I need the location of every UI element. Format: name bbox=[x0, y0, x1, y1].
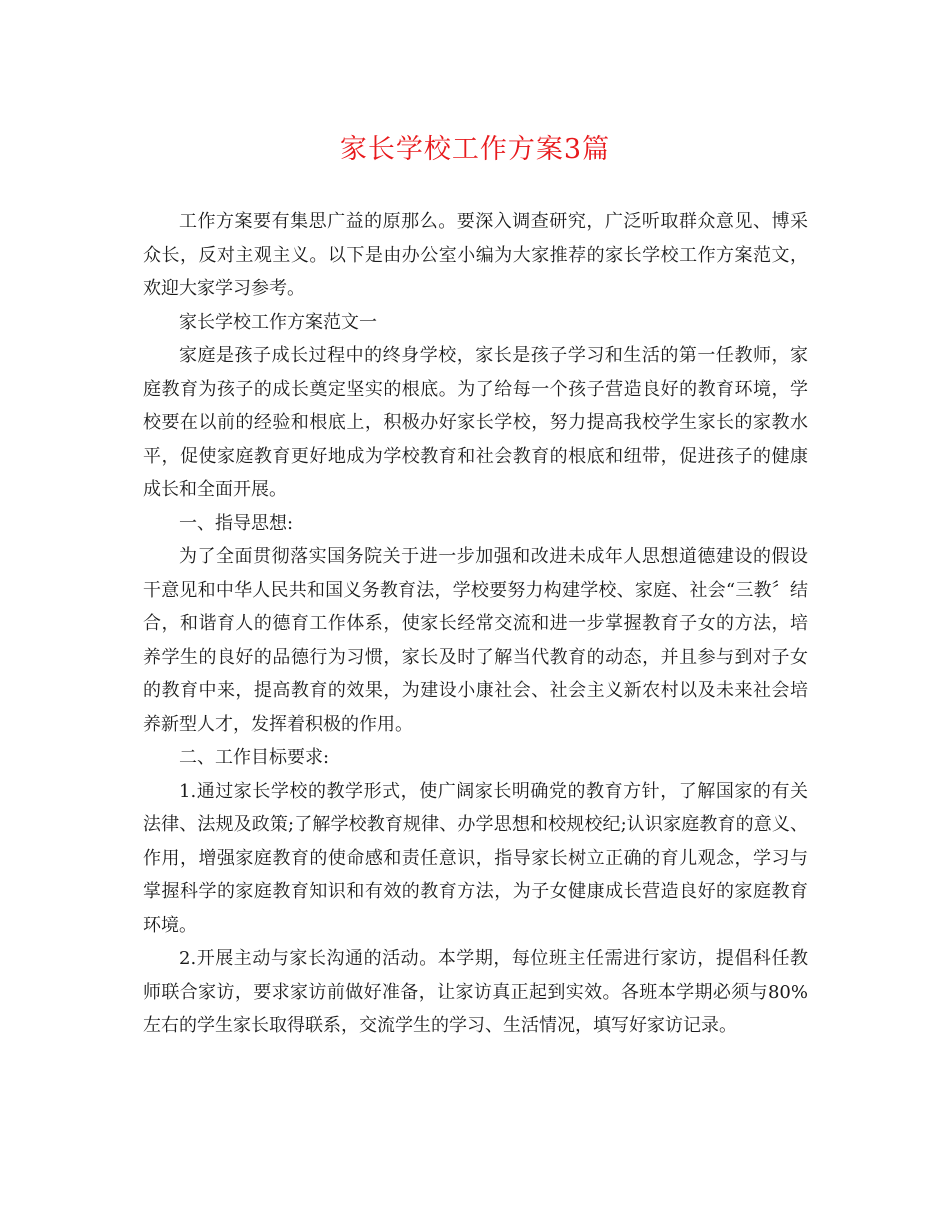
document-title: 家长学校工作方案3篇 bbox=[339, 134, 611, 165]
section-heading-work-goals: 二、工作目标要求: bbox=[179, 747, 330, 768]
body-paragraph: 为了全面贯彻落实国务院关于进一步加强和改进未成年人思想道德建设的假设干意见和中华人民共和国义务教育法，学校要努力构建学校、家庭、社会“三教〞结合，和谐育人的德育工作体系，使家长经常交流和进一步掌握教育子女的方法，培养学生的良好的品德行为习惯，家长及时了解当代教育的动态，并且参与到对子女的教育中来，提高教育的效果，为建设小康社会、社会主义新农村以及未来社会培养新型人才，发挥着积极的作用。 bbox=[143, 546, 808, 735]
document-body bbox=[143, 205, 808, 1043]
intro-paragraph: 工作方案要有集思广益的原那么。要深入调查研究，广泛听取群众意见、博采众长，反对主观主义。以下是由办公室小编为大家推荐的家长学校工作方案范文，欢迎大家学习参考。 bbox=[143, 211, 808, 299]
body-paragraph: 家庭是孩子成长过程中的终身学校，家长是孩子学习和生活的第一任教师，家庭教育为孩子的成长奠定坚实的根底。为了给每一个孩子营造良好的教育环境，学校要在以前的经验和根底上，积极办好家长学校，努力提高我校学生家长的家教水平，促使家庭教育更好地成为学校教育和社会教育的根底和纽带，促进孩子的健康成长和全面开展。 bbox=[143, 345, 808, 500]
section-heading-guiding-ideology: 一、指导思想: bbox=[179, 512, 294, 534]
list-item-paragraph: 1.通过家长学校的教学形式，使广阔家长明确党的教育方针，了解国家的有关法律、法规及政策;了解学校教育规律、办学思想和校规校纪;认识家庭教育的意义、作用，增强家庭教育的使命感和责任意识，指导家长树立正确的育儿观念，学习与掌握科学的家庭教育知识和有效的教育方法，为子女健康成长营造良好的家庭教育环境。 bbox=[143, 780, 808, 936]
list-item-paragraph: 2.开展主动与家长沟通的活动。本学期，每位班主任需进行家访，提倡科任教师联合家访，要求家访前做好准备，让家访真正起到实效。各班本学期必须与80%左右的学生家长取得联系，交流学生的学习、生活情况，填写好家访记录。 bbox=[143, 948, 808, 1036]
section-heading-sample-one: 家长学校工作方案范文一 bbox=[179, 311, 377, 333]
